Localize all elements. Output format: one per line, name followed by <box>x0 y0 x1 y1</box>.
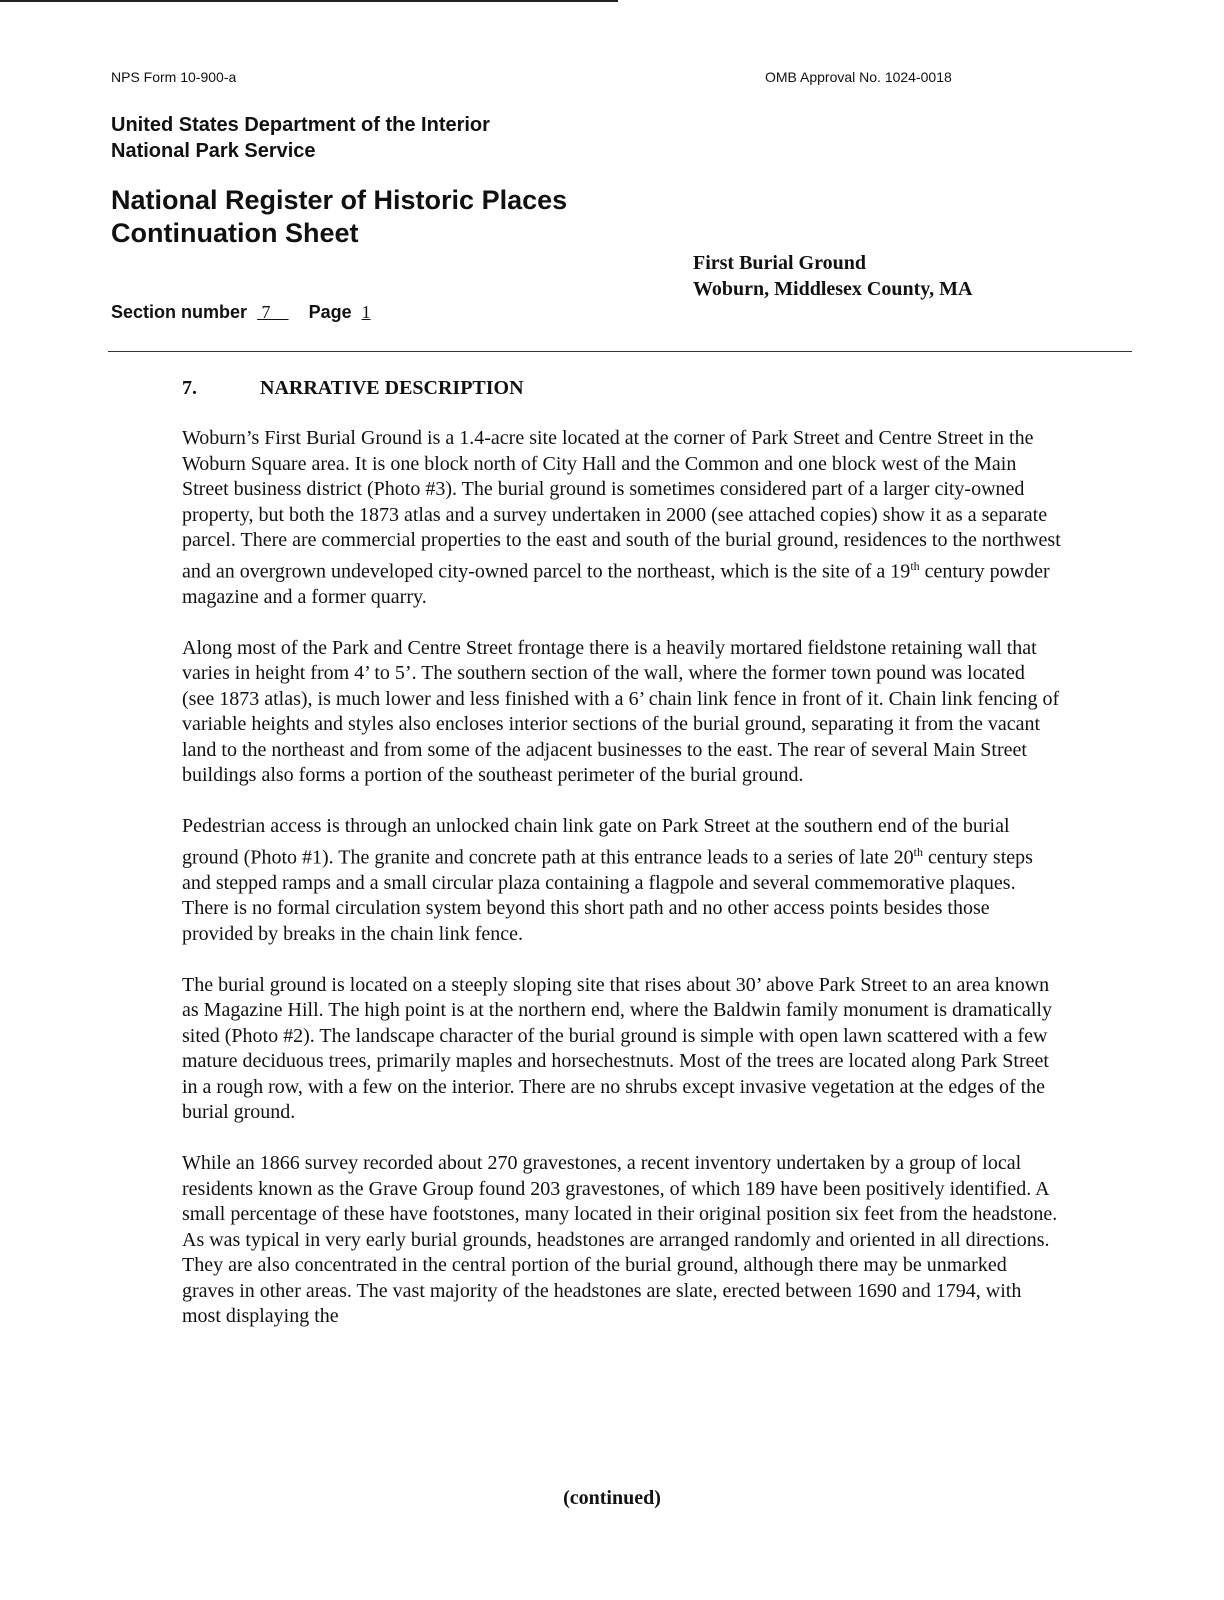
paragraph: Woburn’s First Burial Ground is a 1.4-acre site located at the corner of Park Street and Centre Street in the Woburn Square area. It is one block north of City Hall and the Common and one block west of the Main Street business district (Photo #3). The burial ground is sometimes considered part of a larger city-owned property, but both the 1873 atlas and a survey undertaken in 2000 (see attached copies) show it as a separate parcel. There are commercial properties to the east and south of the burial ground, residences to the northwest and an overgrown undeveloped city-owned parcel to the northeast, which is the site of a 19th century powder magazine and a former quarry. <box>182 427 1061 608</box>
paragraph: Pedestrian access is through an unlocked chain link gate on Park Street at the southern end of the burial ground (Photo #1). The granite and concrete path at this entrance leads to a series of late 20th century steps and stepped ramps and a small circular plaza containing a flagpole and several commemorative plaques. There is no formal circulation system beyond this short path and no other access points besides those provided by breaks in the chain link fence. <box>182 815 1033 945</box>
page-label: Page <box>308 302 352 322</box>
paragraph: While an 1866 survey recorded about 270 gravestones, a recent inventory undertaken by a group of local residents known as the Grave Group found 203 gravestones, of which 189 have been positively identified. A small percentage of these have footstones, many located in their original position six feet from the headstone. As was typical in very early burial grounds, headstones are arranged randomly and oriented in all directions. They are also concentrated in the central portion of the burial ground, although there may be unmarked graves in other areas. The vast majority of the headstones are slate, erected between 1690 and 1794, with most displaying the <box>182 1152 1058 1328</box>
continued-note: (continued) <box>563 1487 661 1509</box>
section-heading-title: NARRATIVE DESCRIPTION <box>260 377 524 399</box>
agency-name: National Park Service <box>111 140 316 162</box>
form-number: NPS Form 10-900-a <box>111 69 237 85</box>
header-divider <box>108 351 1132 352</box>
paragraph: The burial ground is located on a steeply sloping site that rises about 30’ above Park Street to an area known as Magazine Hill. The high point is at the northern end, where the Baldwin family monument is dramatically sited (Photo #2). The landscape character of the burial ground is simple with open lawn scattered with a few mature deciduous trees, primarily maples and horsechestnuts. Most of the trees are located along Park Street in a rough row, with a few on the interior. There are no shrubs except invasive vegetation at the edges of the burial ground. <box>182 973 1052 1124</box>
document-title <box>111 184 567 250</box>
section-number-value: 7 <box>261 302 271 322</box>
section-label: Section number <box>111 302 248 322</box>
property-block <box>693 250 972 302</box>
section-heading-number: 7. <box>182 377 197 399</box>
section-page-line <box>111 302 371 323</box>
paragraph: Along most of the Park and Centre Street frontage there is a heavily mortared fieldstone retaining wall that varies in height from 4’ to 5’. The southern section of the wall, where the former town pound was located (see 1873 atlas), is much lower and less finished with a 6’ chain link fence in front of it. Chain link fencing of variable heights and styles also encloses interior sections of the burial ground, separating it from the vacant land to the northeast and from some of the adjacent businesses to the east. The rear of several Main Street buildings also forms a portion of the southeast perimeter of the burial ground. <box>182 636 1060 787</box>
property-location: Woburn, Middlesex County, MA <box>693 278 973 300</box>
section-heading <box>182 377 524 400</box>
omb-approval: OMB Approval No. 1024-0018 <box>765 69 952 85</box>
title-line-1: National Register of Historic Places <box>111 185 568 215</box>
department-block <box>111 112 490 164</box>
department-name: United States Department of the Interior <box>111 114 490 136</box>
title-line-2: Continuation Sheet <box>111 218 359 248</box>
narrative-body <box>182 426 1062 1355</box>
scan-edge-line <box>0 0 618 2</box>
property-name: First Burial Ground <box>693 252 866 274</box>
page-number-value: 1 <box>361 302 371 322</box>
